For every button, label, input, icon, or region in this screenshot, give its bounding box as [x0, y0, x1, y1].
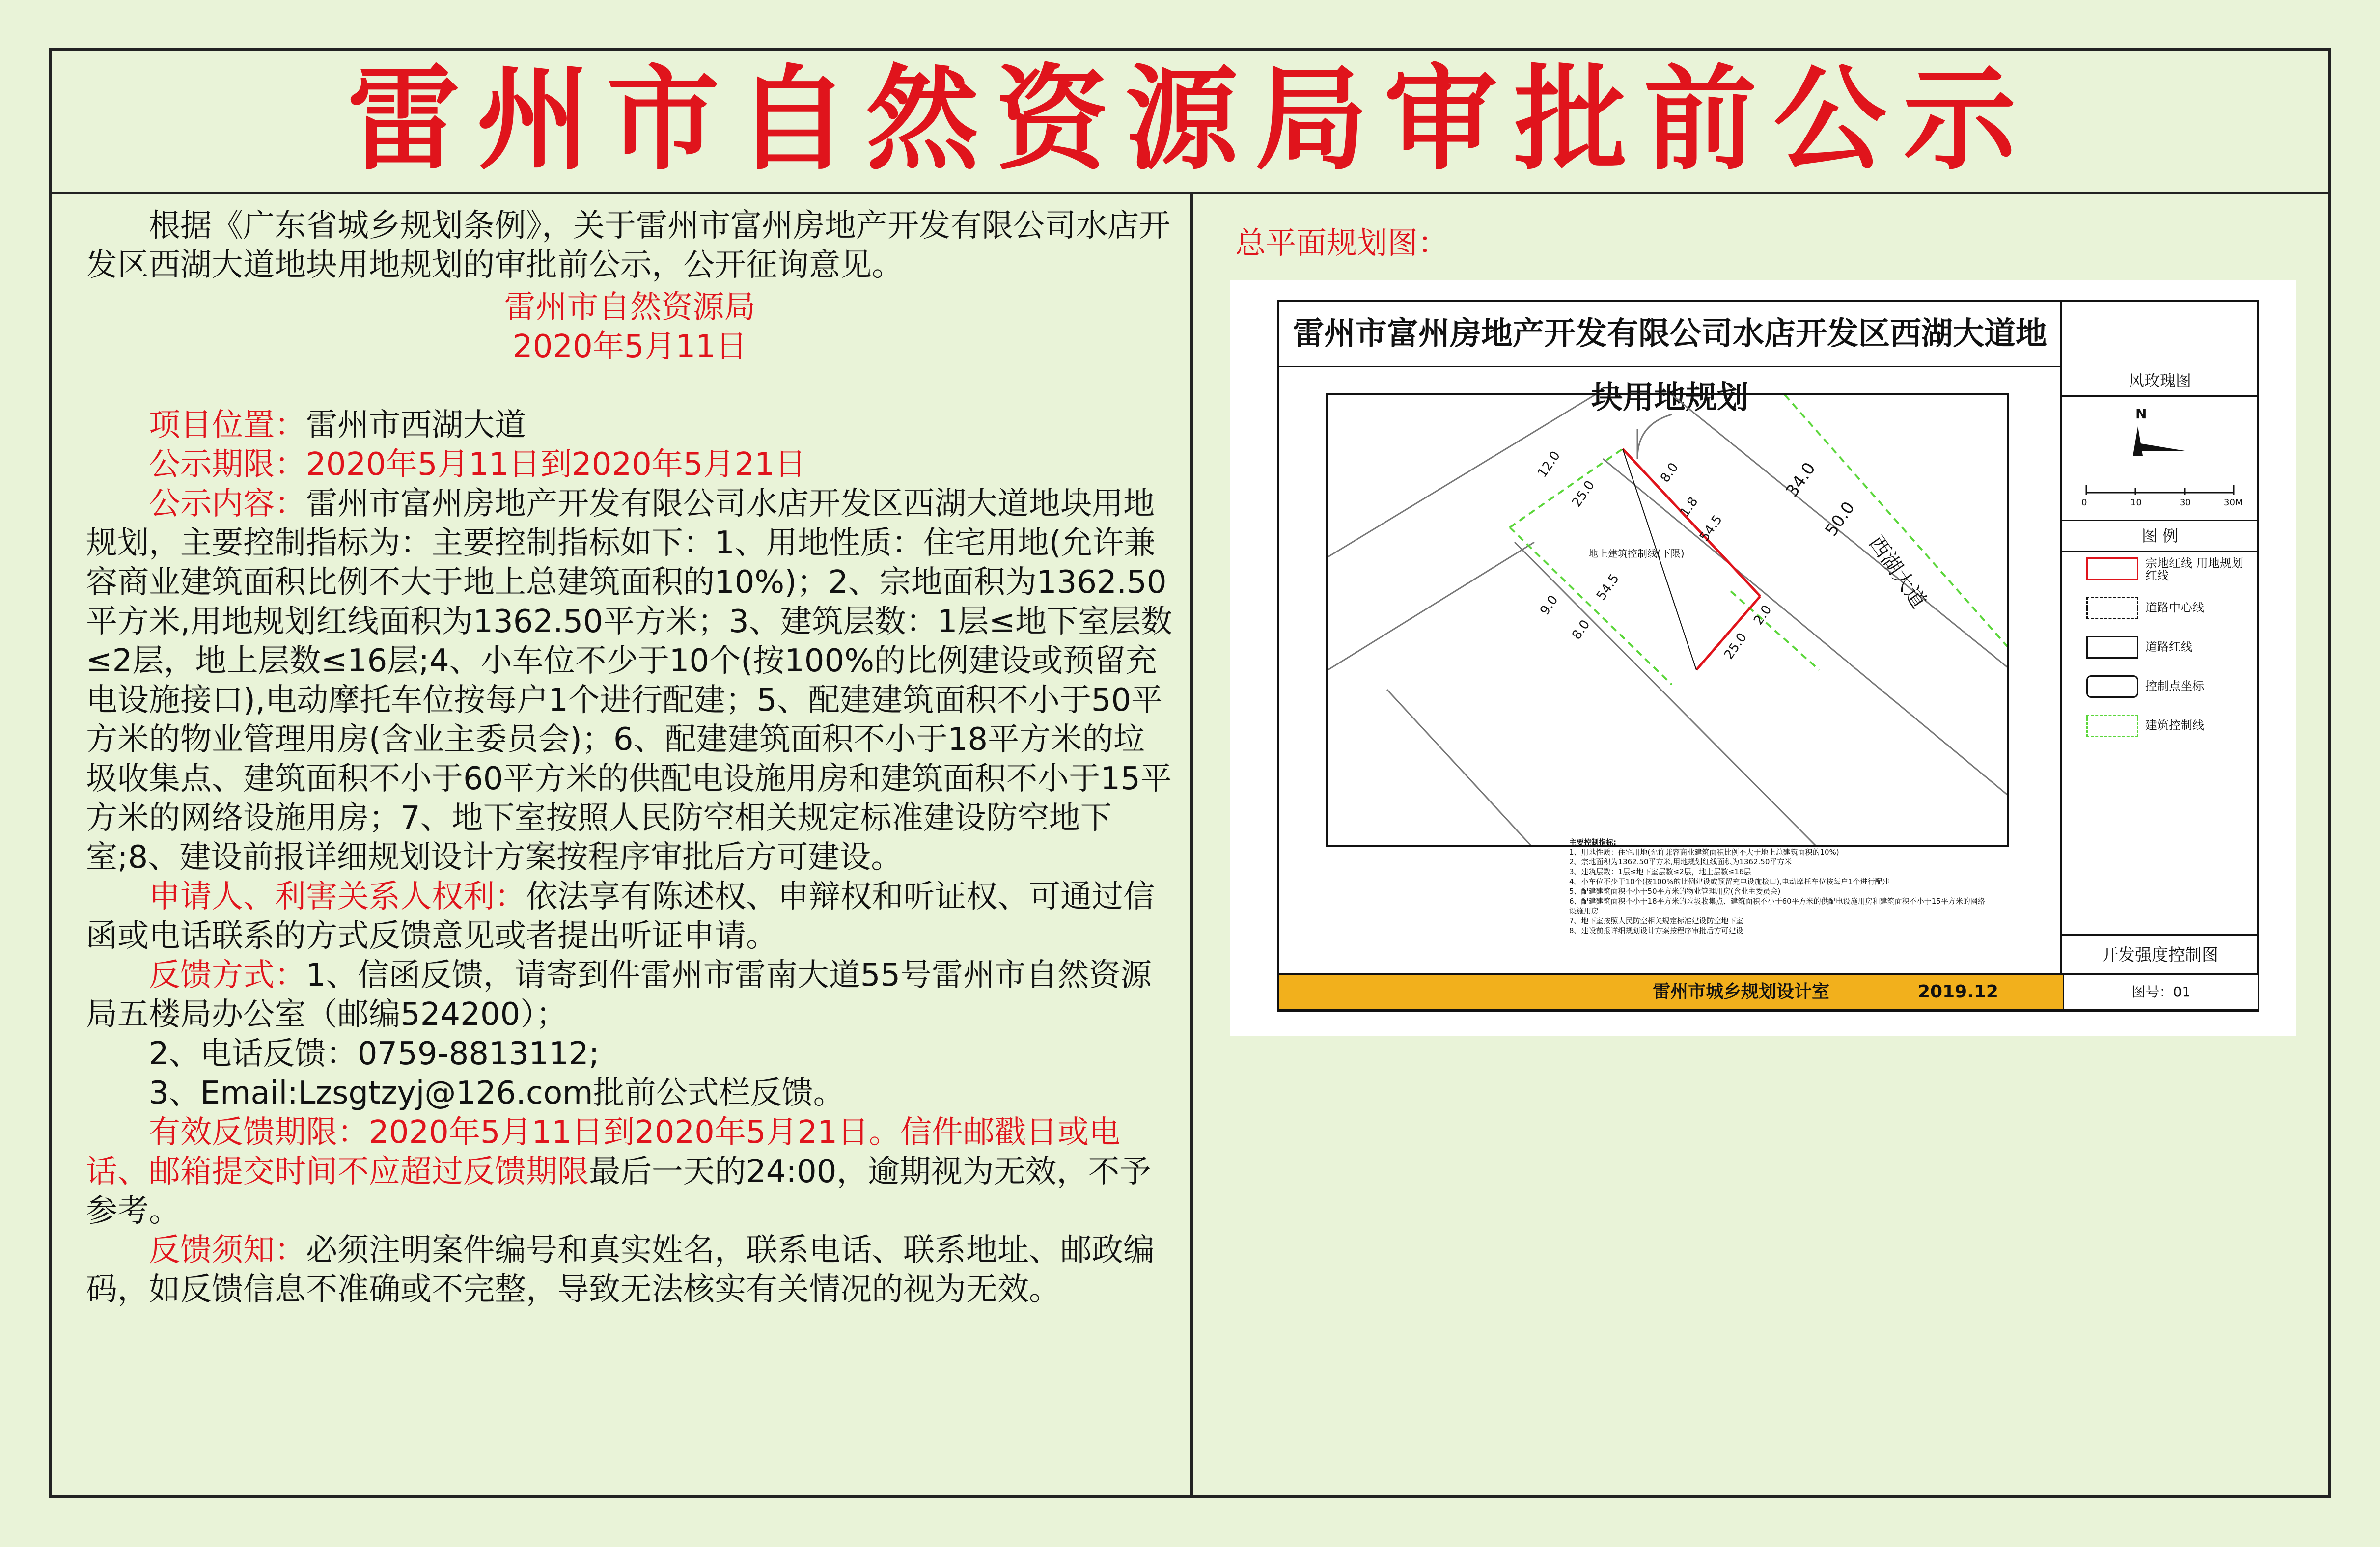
road-name: 西湖大道: [1864, 531, 1932, 613]
issue-date: 2020年5月11日: [512, 329, 747, 365]
rights-value: 依法享有陈述权、申辩权和听证权、可通过信函或电话联系的方式反馈意见或者提出听证申请。: [86, 879, 1155, 954]
legend-panel: [2060, 366, 2258, 1007]
period-label: 公示期限：: [149, 446, 306, 483]
feedback-paragraph: [86, 956, 1174, 1034]
plan-title: 雷州市富州房地产开发有限公司水店开发区西湖大道地块用地规划: [1279, 302, 2062, 367]
period-value: 2020年5月11日到2020年5月21日: [306, 446, 806, 483]
scale-30m: 30M: [2224, 497, 2243, 508]
legend-text: 建筑控制线: [2145, 718, 2204, 732]
designer: 雷州市城乡规划设计室: [1653, 982, 1830, 1002]
building-control-line: [1510, 395, 2009, 685]
feedback-phone: 2、电话反馈：0759-8813112;: [149, 1036, 600, 1072]
wind-rose: [2062, 397, 2258, 521]
center-line-swatch: [2086, 597, 2138, 619]
legend-text: 道路红线: [2145, 640, 2192, 654]
feedback-label: 反馈方式：: [149, 957, 306, 994]
content-label: 公示内容：: [149, 486, 306, 522]
rights-paragraph: [86, 877, 1174, 956]
title-divider: [49, 192, 2331, 194]
road-edge: [1603, 459, 2009, 798]
legend-text: 道路中心线: [2145, 601, 2204, 614]
legend-label: 图 例: [2062, 521, 2258, 552]
site-plan-svg: [1328, 395, 2009, 847]
location-line: [86, 406, 1174, 445]
intro-paragraph: 根据《广东省城乡规划条例》，关于雷州市富州房地产开发有限公司水店开发区西湖大道地块用地规划的审批前公示，公开征询意见。: [86, 208, 1170, 283]
underground-line-label: 地上建筑控制线(下限): [1588, 548, 1685, 559]
dim-label: 9.0: [1537, 592, 1561, 618]
site-boundary: [1623, 449, 1696, 670]
control-line-segment: [1785, 395, 2009, 650]
note-item: 7、地下室按照人民防空相关规定标准建设防空地下室: [1569, 916, 1743, 925]
road-edge: [1328, 542, 1534, 670]
content-paragraph: [86, 484, 1174, 877]
valid-black-text: 最后一天的24:00，逾期视为无效，不予参考。: [86, 1154, 1151, 1229]
note-item: 5、配建建筑面积不小于50平方米的物业管理用房(含业主委员会): [1569, 887, 1781, 896]
dim-label: 12.0: [1535, 448, 1563, 481]
location-label: 项目位置：: [149, 407, 306, 443]
valid-label: 有效反馈期限：: [149, 1114, 369, 1151]
road-line-swatch: [2086, 636, 2138, 659]
note-item: 3、建筑层数：1层≤地下室层数≤2层，地上层数≤16层: [1569, 867, 1751, 876]
road-edge: [1387, 690, 1534, 847]
valid-period-paragraph: [86, 1113, 1174, 1231]
valid-red-text: 2020年5月11日到2020年5月21日。信件邮戳日或电话、邮箱提交时间不应超过反馈期限: [86, 1114, 1121, 1190]
road-edge: [1515, 542, 1819, 847]
dim-label: 2.0: [1751, 602, 1775, 628]
note-item: 2、宗地面积为1362.50平方米,用地规划红线面积为1362.50平方米: [1569, 857, 1792, 866]
note-item: 8、建设前报详细规划设计方案按程序审批后方可建设: [1569, 926, 1743, 935]
note-item: 6、配建建筑面积不小于18平方米的垃圾收集点、建筑面积不小于60平方米的供配电设施用房和建筑面积不小于15平方米的网络设施用房: [1569, 897, 1985, 915]
road-curve: [1637, 414, 1672, 459]
dim-label: 54.5: [1697, 512, 1725, 545]
dim-label: 25.0: [1721, 630, 1750, 663]
site-plan-drawing: [1277, 300, 2259, 1012]
note-item: 4、小车位不少于10个(按100%的比例建设或预留充电设施接口),电动摩托车位按每户1个进行配建: [1569, 877, 1890, 886]
control-diagram-label: 开发强度控制图: [2060, 934, 2258, 975]
notice-text: [86, 206, 1174, 1309]
issuer: 雷州市自然资源局: [504, 289, 756, 326]
dim-label: 8.0: [1658, 460, 1682, 486]
notice-value: 必须注明案件编号和真实姓名，联系电话、联系地址、邮政编码，如反馈信息不准确或不完整，导致无法核实有关情况的视为无效。: [86, 1232, 1155, 1308]
drawing-number: 图号：01: [2063, 975, 2258, 1009]
legend-text: 宗地红线 用地规划红线: [2145, 556, 2243, 582]
building-line-swatch: [2086, 715, 2138, 737]
content-value: 雷州市富州房地产开发有限公司水店开发区西湖大道地块用地规划，主要控制指标为：主要控制指标如下：1、用地性质：住宅用地(允许兼容商业建筑面积比例不大于地上总建筑面积的10%)；2、宗地面积为1362.50平方米,用地规划红线面积为1362.50平方米；3、建筑层数：1层≤地下室层数≤2层，地上层数≤16层;4、小车位不少于10个(按100%的比例建设或预留充电设施接口),电动摩托车位按每户1个进行配建；5、配建建筑面积不小于50平方米的物业管理用房(含业主委员会)；6、配建建筑面积不小于18平方米的垃圾收集点、建筑面积不小于60平方米的供配电设施用房和建筑面积不小于15平方米的网络设施用房；7、地下室按照人民防空相关规定标准建设防空地下室;8、建设前报详细规划设计方案按程序审批后方可建设。: [86, 486, 1173, 876]
scale-0: 0: [2081, 497, 2087, 508]
dim-label: 54.5: [1594, 571, 1622, 604]
notes-title: 主要控制指标:: [1569, 838, 1616, 847]
feedback-letter: 1、信函反馈，请寄到件雷州市雷南大道55号雷州市自然资源局五楼局办公室（邮编524200）；: [86, 957, 1152, 1033]
control-point-swatch: [2086, 675, 2138, 698]
north-label: N: [2135, 406, 2147, 422]
designer-strip: [1279, 973, 2257, 1009]
dim-label: 1.8: [1677, 494, 1701, 520]
dim-label: 8.0: [1569, 617, 1593, 643]
period-line: [86, 445, 1174, 484]
plan-heading: 总平面规划图：: [1235, 225, 1449, 261]
page-title: 雷州市自然资源局审批前公示: [347, 55, 2033, 186]
dim-label: 34.0: [1782, 459, 1820, 501]
column-divider: [1190, 193, 1193, 1497]
dim-label: 50.0: [1821, 498, 1859, 540]
notice-label: 反馈须知：: [149, 1232, 306, 1269]
road-edge: [1328, 395, 1603, 557]
dim-label: 25.0: [1569, 478, 1598, 510]
control-line-segment: [1731, 591, 1819, 670]
design-date: 2019.12: [1918, 982, 1998, 1002]
note-item: 1、用地性质：住宅用地(允许兼容商业建筑面积比例不大于地上总建筑面积的10%): [1569, 848, 1839, 856]
plan-area: [1326, 393, 2009, 847]
rights-label: 申请人、利害关系人权利：: [149, 879, 526, 915]
red-line-segment: [1623, 449, 1760, 596]
notice-paragraph: [86, 1231, 1174, 1309]
scale-10: 10: [2131, 497, 2142, 508]
scale-30: 30: [2180, 497, 2191, 508]
feedback-email: 3、Email:Lzsgtzyj@126.com批前公式栏反馈。: [149, 1075, 845, 1111]
control-notes: [1569, 837, 1987, 936]
rose-label: 风玫瑰图: [2062, 366, 2258, 397]
legend-text: 控制点坐标: [2145, 679, 2204, 693]
red-line-swatch: [2086, 557, 2138, 580]
location-value: 雷州市西湖大道: [306, 407, 526, 443]
